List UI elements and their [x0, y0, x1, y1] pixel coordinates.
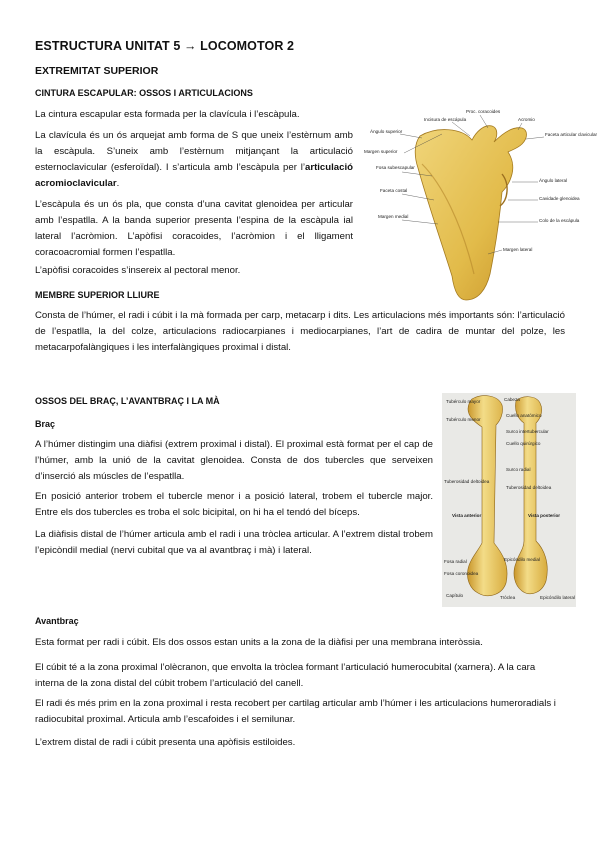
label-fosa-coronoidea: Fosa coronoidea	[444, 571, 479, 576]
label-acromio: Acromio	[518, 117, 535, 122]
humerus-diagram	[442, 393, 576, 607]
humerus-figure	[442, 393, 576, 607]
scapula-diagram	[362, 104, 598, 304]
paragraph-avantbrac-3: El radi és més prim en la zona proximal i resta recobert per cartilag articular amb l’húmer i les articulacions humeroradials i radiocubital proximal. Articula amb l’escafoides i el semilunar.	[35, 698, 556, 725]
humerus-anterior-bone	[467, 396, 507, 596]
label-cuello-quirurgico: Cuello quirúrgico	[506, 441, 541, 446]
paragraph-humer-1: A l’húmer distingim una diàfisi (extrem proximal i distal). El proximal està format per el cap de l’húmer, amb la unió de la cavitat glenoidea. Consta de dos tubercles que serveixen d’inserció als múscles de l’espatlla.	[35, 439, 433, 482]
paragraph-escapula: L’escàpula és un ós pla, que consta d’una cavitat glenoidea per articular amb l’espatlla. A la banda superior presenta l’espina de la escàpula ial lateral l’acròmion. L’apòfisi coracoides, l’acròmion i el lligament coracoacromial formen l’espatlla.	[35, 199, 353, 258]
section-heading: EXTREMITAT SUPERIOR	[35, 65, 159, 77]
label-faceta-costal: Faceta costal	[380, 188, 408, 193]
label-fosa-subescapular: Fosa subescapular	[376, 165, 415, 170]
paragraph-cintura-intro: La cintura escapular esta formada per la clavícula i l’escàpula.	[35, 109, 300, 120]
label-cavidad-glenoidea: Cavidade glenoidea	[539, 196, 580, 201]
label-surco-radial: Surco radial	[506, 467, 531, 472]
label-vista-posterior: Vista posterior	[528, 513, 561, 518]
label-margen-medial: Margen medial	[378, 214, 409, 219]
ossos-heading: OSSOS DEL BRAÇ, L’AVANTBRAÇ I LA MÀ	[35, 396, 220, 406]
subsection-heading: CINTURA ESCAPULAR: OSSOS I ARTICULACIONS	[35, 88, 253, 98]
paragraph-membre: Consta de l’húmer, el radi i cúbit i la mà formada per carp, metacarp i dits. Les articulacions més importants són: l’articulació de l’espatlla, la del colze, articulacions radiocarpianes i mediocarpianes, l’art de cadira de muntar del polze, les metacarpofalàngiques i les interfalàngiques proximal i distal.	[35, 310, 565, 353]
paragraph-avantbrac-2: El cúbit té a la zona proximal l’olècranon, que envolta la tròclea formant l’articulació humerocubital (xarnera). A la cara interna de la zona distal del cúbit trobem l’articulació del canell.	[35, 662, 536, 689]
label-cuello-anatomico: Cuello anatómico	[506, 413, 542, 418]
avantbrac-heading: Avantbraç	[35, 616, 79, 626]
paragraph-humer-2: En posició anterior trobem el tubercle menor i a posició lateral, trobem el tubercle major. Entre els dos tubercles es troba el solc bicipital, on hi ha el tendó del bíceps.	[35, 491, 433, 518]
scapula-bone-shape	[415, 126, 526, 300]
label-margen-superior: Margen superior	[364, 149, 398, 154]
label-tuberosidad-deltoidea-left: Tuberosidad deltoidea	[444, 479, 490, 484]
label-vista-anterior: Vista anterior	[452, 513, 482, 518]
label-tuberculo-menor: Tubérculo menor	[446, 417, 481, 422]
label-troclea: Tróclea	[500, 595, 516, 600]
label-epicondilo-lateral: Epicóndilo lateral	[540, 595, 575, 600]
label-cabeza: Cabeza	[504, 397, 520, 402]
paragraph-coracoides: L’apòfisi coracoides s’insereix al pectoral menor.	[35, 265, 241, 276]
label-surco-intertubercular: Surco intertubercular	[506, 429, 549, 434]
paragraph-humer-3: La diàfisis distal de l’húmer articula amb el radi i una tròclea articular. A l’extrem distal trobem l’epicòndil medial (nervi cubital que va al avantbraç i mà) i lateral.	[35, 529, 433, 556]
label-angulo-lateral: Ángulo lateral	[539, 178, 568, 183]
paragraph-avantbrac-4: L’extrem distal de radi i cúbit presenta una apòfisis estiloides.	[35, 737, 296, 748]
humerus-posterior-bone	[514, 397, 547, 594]
label-tuberosidad-deltoidea-right: Tuberosidad deltoidea	[506, 485, 552, 490]
paragraph-clavicula-end: .	[116, 178, 120, 189]
paragraph-clavicula	[35, 128, 353, 192]
label-faceta-clavicular: Faceta articular clavicular	[545, 132, 598, 137]
page-title: ESTRUCTURA UNITAT 5 → LOCOMOTOR 2	[35, 39, 295, 53]
label-capitulo: Capítulo	[446, 593, 464, 598]
label-proc-coracoides: Proc. coracoides	[466, 109, 501, 114]
paragraph-clavicula-text: La clavícula és un ós arquejat amb forma de S que uneix l’estèrnum amb la escàpula. S’uneix amb l’estèrnum mitjançant la articulació esternoclavicular (esferoïdal). I s’articula amb l’escàpula per l’	[35, 130, 353, 173]
brac-heading: Braç	[35, 419, 56, 429]
paragraph-avantbrac-1: Esta format per radi i cúbit. Els dos ossos estan units a la zona de la diàfisi per una membrana interòssia.	[35, 637, 483, 648]
label-cuello-escapula: Colo de la escápula	[539, 218, 580, 223]
bold-articulacio: articulació acromioclavicular	[35, 162, 353, 189]
label-angulo-superior: Ángulo superior	[370, 129, 403, 134]
label-incisura: Incisura de escápula	[424, 117, 467, 122]
membre-heading: MEMBRE SUPERIOR LLIURE	[35, 290, 160, 300]
label-tuberculo-mayor: Tubérculo mayor	[446, 399, 481, 404]
label-margen-lateral: Margen lateral	[503, 247, 533, 252]
label-epicondilo-medial: Epicóndilo medial	[504, 557, 541, 562]
scapula-figure	[362, 104, 598, 304]
label-fosa-radial: Fosa radial	[444, 559, 467, 564]
